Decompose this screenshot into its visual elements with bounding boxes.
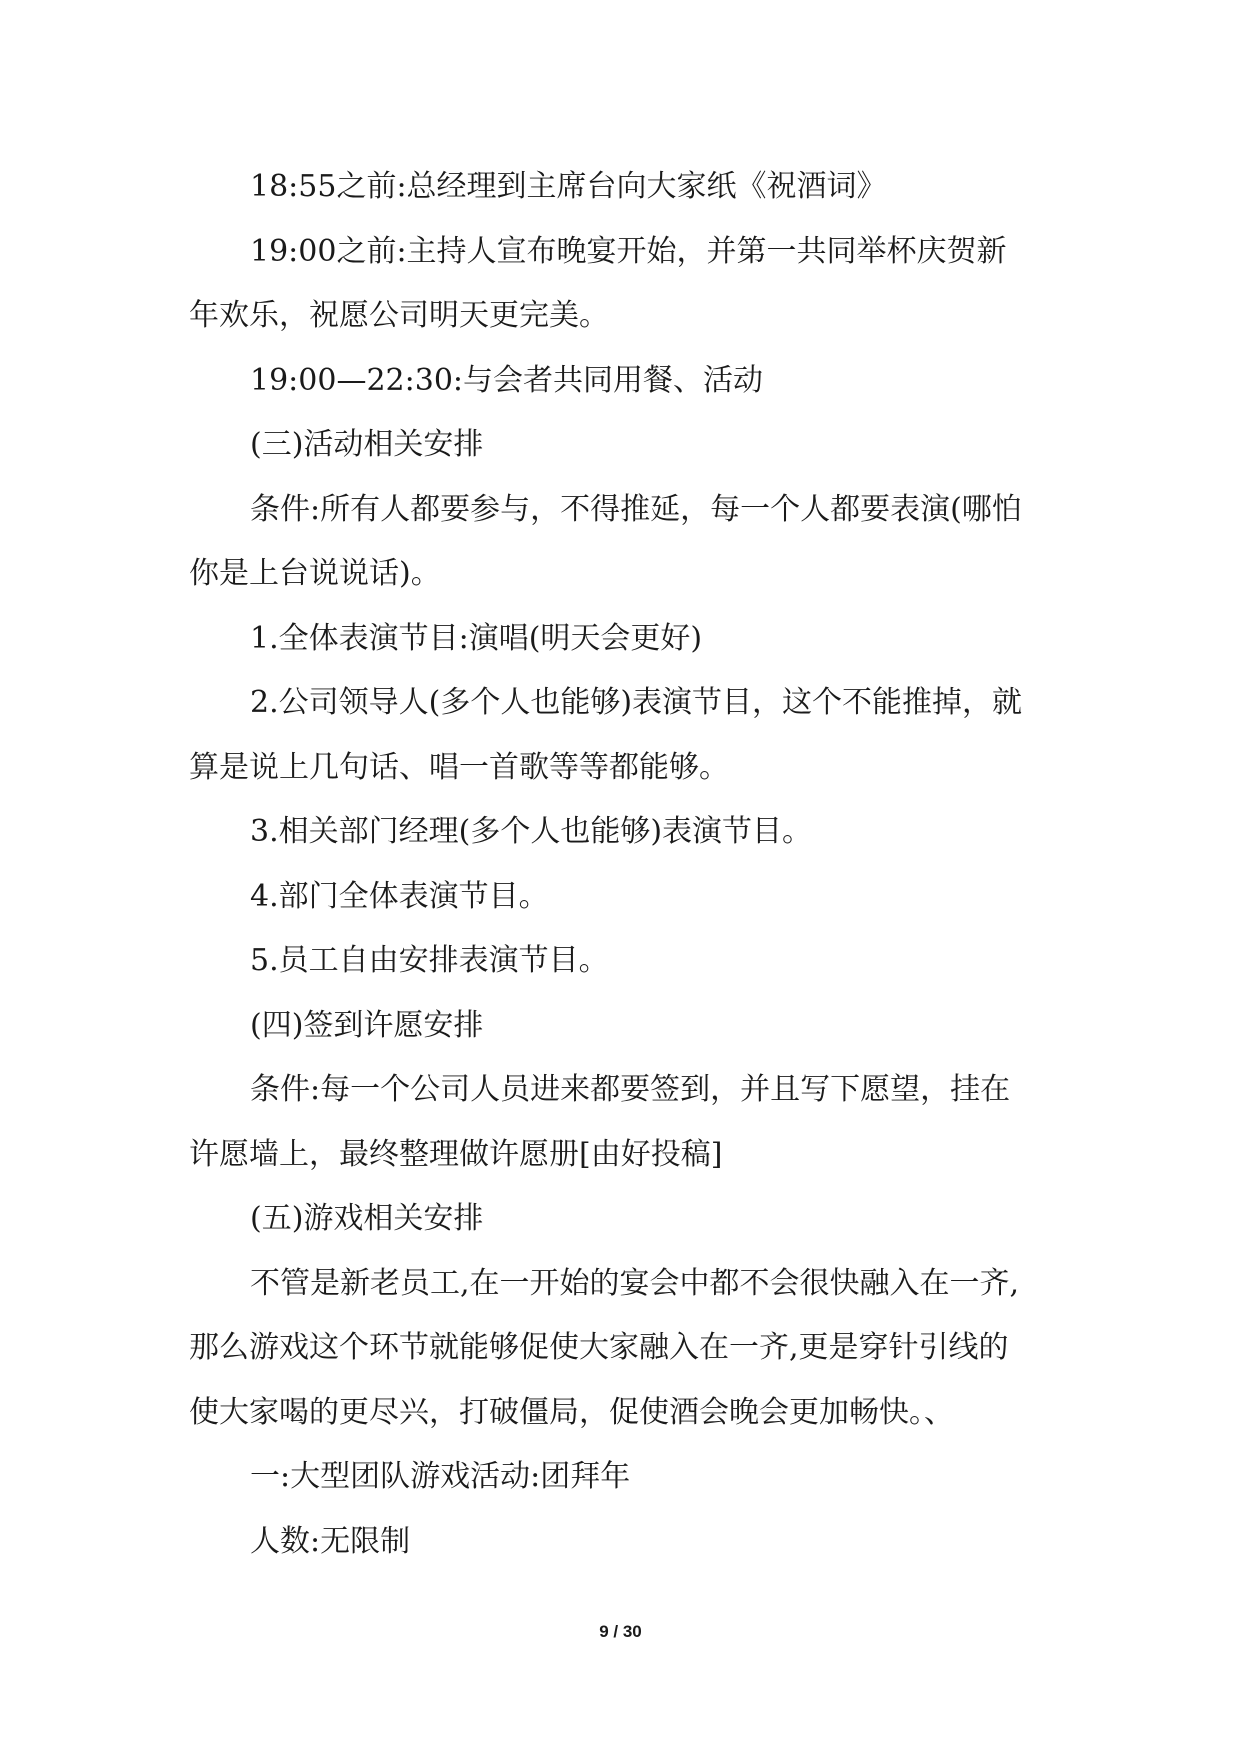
paragraph-line: 19:00—22:30:与会者共同用餐、活动 bbox=[250, 362, 764, 398]
paragraph-line: 1.全体表演节目:演唱(明天会更好) bbox=[250, 620, 703, 656]
paragraph-line: 3.相关部门经理(多个人也能够)表演节目。 bbox=[250, 814, 813, 849]
paragraph-line: 算是说上几句话、唱一首歌等等都能够。 bbox=[189, 749, 729, 785]
paragraph-line: 条件:每一个公司人员进来都要签到，并且写下愿望，挂在 bbox=[250, 1072, 1011, 1107]
list-item-5 bbox=[189, 929, 1059, 994]
paragraph-line: 使大家喝的更尽兴，打破僵局，促使酒会晚会更加畅快。、 bbox=[189, 1394, 954, 1430]
list-item-2 bbox=[189, 671, 1059, 800]
page-number: 9 / 30 bbox=[599, 1622, 642, 1641]
paragraph-3 bbox=[189, 349, 1059, 414]
paragraph-line: 条件:所有人都要参与，不得推延，每一个人都要表演(哪怕 bbox=[250, 491, 1022, 527]
paragraph-line: 19:00之前:主持人宣布晚宴开始，并第一共同举杯庆贺新 bbox=[250, 233, 1007, 269]
paragraph-line: (五)游戏相关安排 bbox=[250, 1201, 484, 1236]
section-heading-5 bbox=[189, 1187, 1059, 1252]
paragraph-line: (三)活动相关安排 bbox=[250, 427, 484, 462]
paragraph-line: 一:大型团队游戏活动:团拜年 bbox=[250, 1459, 631, 1494]
paragraph-line: 年欢乐，祝愿公司明天更完美。 bbox=[189, 298, 609, 333]
paragraph-14 bbox=[189, 1252, 1059, 1446]
document-body bbox=[189, 155, 1059, 1574]
paragraph-5 bbox=[189, 478, 1059, 607]
section-heading-4 bbox=[189, 994, 1059, 1059]
paragraph-line: 18:55之前:总经理到主席台向大家纸《祝酒词》 bbox=[250, 169, 887, 204]
paragraph-1 bbox=[189, 155, 1059, 220]
paragraph-12 bbox=[189, 1058, 1059, 1187]
paragraph-2 bbox=[189, 220, 1059, 349]
list-item-1 bbox=[189, 607, 1059, 672]
paragraph-line: 那么游戏这个环节就能够促使大家融入在一齐,更是穿针引线的 bbox=[189, 1330, 1009, 1365]
paragraph-line: (四)签到许愿安排 bbox=[250, 1007, 484, 1043]
list-item-4 bbox=[189, 865, 1059, 930]
paragraph-line: 许愿墙上，最终整理做许愿册[由好投稿] bbox=[189, 1136, 723, 1172]
paragraph-line: 不管是新老员工,在一开始的宴会中都不会很快融入在一齐, bbox=[250, 1265, 1020, 1301]
paragraph-line: 2.公司领导人(多个人也能够)表演节目，这个不能推掉，就 bbox=[250, 685, 1023, 720]
paragraph-line: 你是上台说说话)。 bbox=[189, 556, 441, 591]
paragraph-line: 人数:无限制 bbox=[250, 1523, 411, 1559]
paragraph-15 bbox=[189, 1445, 1059, 1510]
paragraph-line: 5.员工自由安排表演节目。 bbox=[250, 943, 609, 978]
section-heading-3 bbox=[189, 413, 1059, 478]
paragraph-line: 4.部门全体表演节目。 bbox=[250, 878, 549, 914]
list-item-3 bbox=[189, 800, 1059, 865]
paragraph-16 bbox=[189, 1510, 1059, 1575]
